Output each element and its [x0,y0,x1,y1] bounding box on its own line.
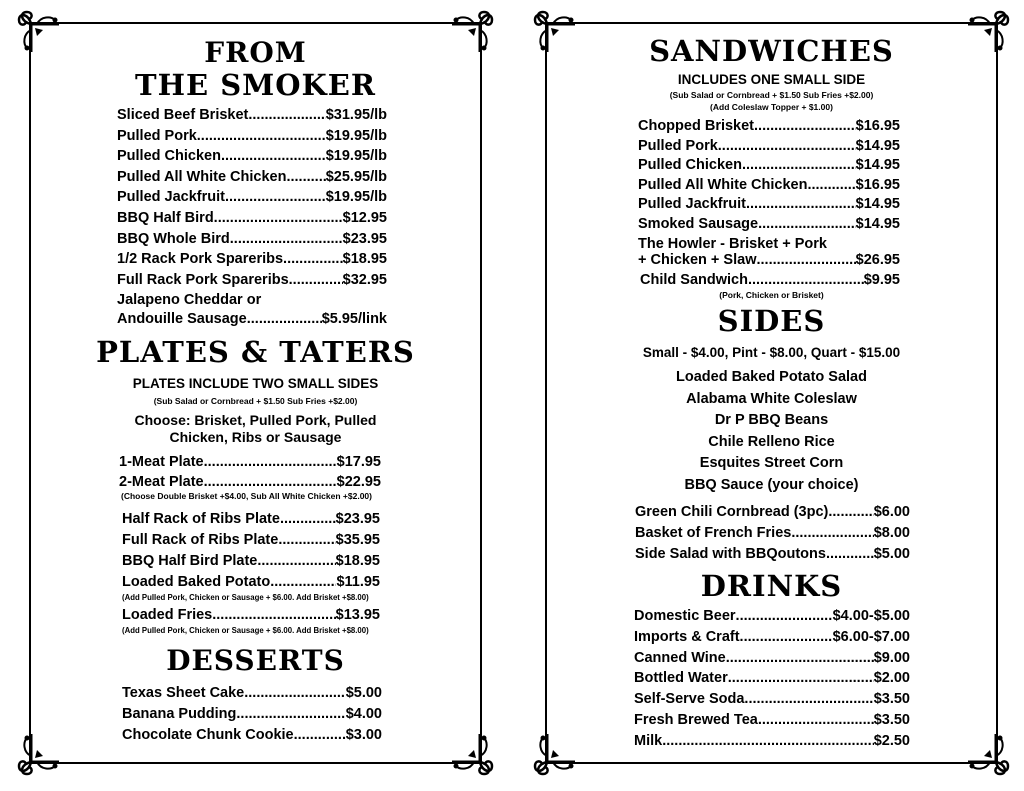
menu-item [638,177,900,193]
menu-item-name: BBQ Half Bird [117,210,214,226]
menu-item-price: $17.95 [336,454,381,470]
menu-item-name: BBQ Whole Bird [117,230,230,247]
smoker-title-line1: FROM [204,36,307,69]
menu-item-name: Loaded Fries [122,607,213,623]
menu-item-price: $4.00 [345,706,382,722]
menu-item [638,118,900,134]
menu-item-price: $3.50 [873,712,910,728]
menu-item-price: $4.00-$5.00 [832,608,910,624]
menu-item [638,138,900,154]
menu-item-price: $16.95 [855,118,900,134]
menu-item [122,607,380,623]
menu-item-name: Full Rack of Ribs Plate [122,531,279,548]
plates-subtitle: PLATES INCLUDE TWO SMALL SIDES [132,376,379,391]
menu-item [117,107,387,123]
plates-sub-note: (Sub Salad or Cornbread + $1.50 Sub Fries +$2.00) [153,396,358,406]
menu-item-price: $19.95/lb [325,127,387,144]
sides-title: SIDES [717,304,826,338]
menu-item-name: BBQ Half Bird Plate [122,552,258,569]
side-item: Chile Relleno Rice [708,433,835,450]
menu-item [634,650,910,666]
menu-item-price: $18.95 [335,552,380,569]
menu-item [117,311,387,327]
menu-item [117,128,387,144]
menu-item-name: Pulled Chicken [638,157,742,174]
menu-item-price: $5.00 [345,685,382,701]
menu-item-name: Imports & Craft [634,628,740,645]
menu-item-price: $9.95 [863,272,900,288]
side-item: BBQ Sauce (your choice) [684,477,859,493]
menu-item-price: $23.95 [342,230,387,247]
menu-item-name: Pulled Pork [638,137,718,154]
menu-item [122,511,380,527]
menu-item [117,169,387,185]
menu-item-name: Bottled Water [634,670,728,687]
menu-item [122,532,380,548]
menu-item-name: + Chicken + Slaw [638,252,757,268]
menu-item-price: $14.95 [855,196,900,213]
menu-item [117,251,387,267]
menu-item [117,189,387,205]
menu-item-name: Texas Sheet Cake [122,685,245,701]
menu-item-name: Chocolate Chunk Cookie [122,727,294,743]
menu-item-name: Andouille Sausage [117,311,247,327]
menu-item [122,706,382,722]
menu-item [640,272,900,288]
sandwiches-title: SANDWICHES [649,34,894,68]
right-menu-panel [545,22,998,764]
menu-item-price: $2.50 [873,732,910,749]
sandwiches-subtitle: INCLUDES ONE SMALL SIDE [677,72,866,87]
menu-item [634,691,910,707]
desserts-title: DESSERTS [166,644,345,677]
menu-item-name: 2-Meat Plate [119,474,204,490]
menu-item-name: Sliced Beef Brisket [117,107,249,123]
sides-sizes: Small - $4.00, Pint - $8.00, Quart - $15.00 [642,345,901,360]
menu-item-name: Green Chili Cornbread (3pc) [635,504,829,520]
menu-item [117,210,387,226]
menu-item-price: $9.00 [873,649,910,666]
menu-item-price: $16.95 [855,176,900,193]
side-item: Loaded Baked Potato Salad [676,369,867,385]
menu-item-name: Pulled All White Chicken [638,176,808,193]
menu-item-name: Pulled Jackfruit [117,189,225,206]
menu-item-name: Chopped Brisket [638,118,755,134]
menu-item [634,712,910,728]
menu-item [122,685,382,701]
menu-item [638,157,900,173]
menu-item [119,474,381,490]
menu-item [638,216,900,232]
sandwiches-note2: (Add Coleslaw Topper + $1.00) [710,102,833,112]
menu-item-name: Smoked Sausage [638,216,759,232]
menu-item-name: Basket of French Fries [635,525,792,541]
menu-item [634,670,910,686]
menu-item [635,525,910,541]
menu-item-price: $19.95/lb [325,189,387,206]
child-note: (Pork, Chicken or Brisket) [719,290,824,300]
menu-item [117,272,387,288]
menu-item-price: $22.95 [336,474,381,490]
menu-item [117,148,387,164]
potato-note: (Add Pulled Pork, Chicken or Sausage + $6.00. Add Brisket +$8.00) [122,593,369,602]
menu-item-name: 1/2 Rack Pork Spareribs [117,251,284,268]
two-meat-note: (Choose Double Brisket +$4.00, Sub All White Chicken +$2.00) [121,491,372,501]
menu-item-price: $14.95 [855,157,900,174]
menu-item-name: Loaded Baked Potato [122,574,271,590]
menu-item-name: Fresh Brewed Tea [634,712,758,728]
menu-item-name: Full Rack Pork Spareribs [117,271,289,288]
menu-item-name: Canned Wine [634,649,726,666]
menu-item-name: Pulled Chicken [117,148,221,165]
menu-item-price: $11.95 [336,574,380,590]
menu-item-price: $5.00 [873,546,910,562]
menu-item-price: $6.00-$7.00 [832,628,910,645]
smoker-title-line2: THE SMOKER [135,68,376,102]
menu-item-price: $8.00 [873,525,910,541]
menu-item-price: $5.95/link [321,311,387,327]
menu-item-name: Half Rack of Ribs Plate [122,511,280,527]
menu-item-name: Milk [634,732,663,749]
side-item: Alabama White Coleslaw [686,390,857,407]
menu-item [122,574,380,590]
plates-choose-line2: Chicken, Ribs or Sausage [169,429,342,445]
menu-item-name: 1-Meat Plate [119,454,204,470]
menu-item-price: $14.95 [855,137,900,154]
menu-item-name: Pulled Jackfruit [638,196,746,213]
menu-item-price: $14.95 [855,216,900,232]
menu-item [122,727,382,743]
left-menu-panel [29,22,482,764]
menu-item-name: Domestic Beer [634,608,736,624]
menu-item [635,546,910,562]
sausage-line1: Jalapeno Cheddar or [117,292,262,308]
menu-item-name: Self-Serve Soda [634,691,745,708]
plates-title: PLATES & TATERS [96,335,415,369]
menu-item-name: Child Sandwich [640,272,748,288]
menu-item-price: $26.95 [855,252,900,268]
menu-item-price: $6.00 [873,504,910,520]
menu-item-price: $25.95/lb [325,168,387,185]
menu-item-price: $3.00 [345,727,382,743]
menu-item [638,196,900,212]
menu-item-price: $18.95 [342,251,387,268]
side-item: Esquites Street Corn [699,455,844,472]
menu-item-name: Banana Pudding [122,706,237,722]
menu-item-name: Side Salad with BBQoutons [635,546,826,562]
menu-item-price: $2.00 [873,670,910,687]
fries-note: (Add Pulled Pork, Chicken or Sausage + $6.00. Add Brisket +$8.00) [122,626,369,635]
menu-item-price: $31.95/lb [325,107,387,123]
menu-item-price: $23.95 [335,511,380,527]
plates-choose-line1: Choose: Brisket, Pulled Pork, Pulled [134,412,377,428]
menu-item [122,553,380,569]
side-item: Dr P BBQ Beans [714,412,829,429]
menu-item [117,231,387,247]
menu-item-name: Pulled Pork [117,127,197,144]
sandwiches-note1: (Sub Salad or Cornbread + $1.50 Sub Fries +$2.00) [669,90,874,100]
drinks-title: DRINKS [700,569,843,603]
menu-item-name: Pulled All White Chicken [117,168,287,185]
menu-item-price: $19.95/lb [325,148,387,165]
menu-item-price: $12.95 [342,210,387,226]
howler-line1: The Howler - Brisket + Pork [638,236,827,252]
menu-item [634,733,910,749]
menu-item [119,454,381,470]
menu-item-price: $35.95 [335,531,380,548]
menu-item-price: $13.95 [335,607,380,623]
menu-item-price: $3.50 [873,691,910,708]
menu-item [634,608,910,624]
menu-item [635,504,910,520]
menu-item [638,252,900,268]
menu-item-price: $32.95 [342,271,387,288]
menu-item [634,629,910,645]
